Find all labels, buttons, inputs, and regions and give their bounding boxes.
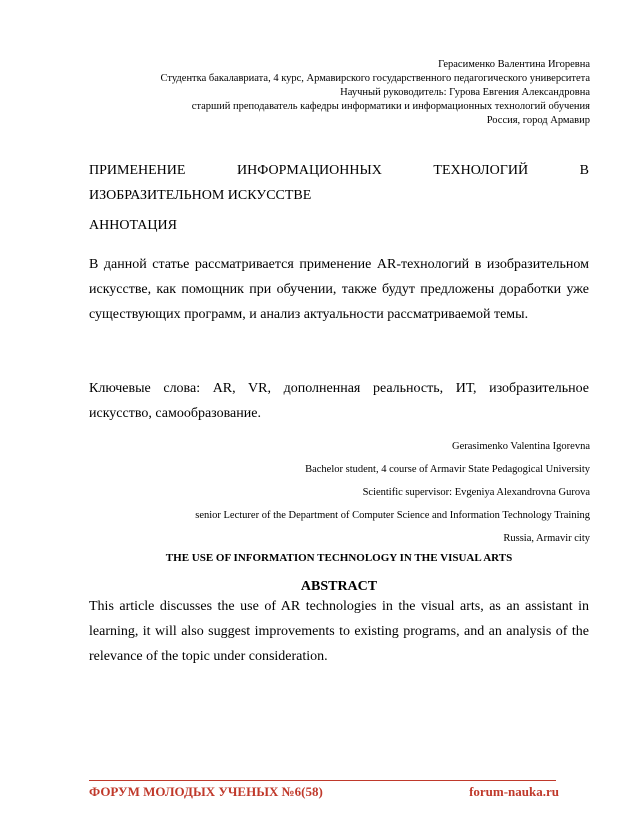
abstract-heading: ABSTRACT	[300, 579, 378, 594]
article-title-ru	[89, 158, 589, 208]
author-name-en: Gerasimenko Valentina Igorevna	[451, 441, 590, 452]
footer-journal: ФОРУМ МОЛОДЫХ УЧЕНЫХ №6(58)	[89, 784, 323, 799]
author-position-en: Bachelor student, 4 course of Armavir State Pedagogical University	[305, 464, 590, 475]
supervisor-ru: Научный руководитель: Гурова Евгения Александровна	[340, 87, 590, 98]
supervisor-en: Scientific supervisor: Evgeniya Alexandrovna Gurova	[362, 487, 590, 498]
annotation-text: В данной статье рассматривается применение AR-технологий в изобразительном искусстве, как помощник при обучении, также будут предложены доработки уже существующих программ, и анализ актуальности рассматриваемой темы.	[89, 257, 589, 322]
annotation-heading: АННОТАЦИЯ	[89, 218, 177, 233]
supervisor-position-ru: старший преподаватель кафедры информатики и информационных технологий обучения	[191, 101, 590, 112]
title-ru-line-2: ИЗОБРАЗИТЕЛЬНОМ ИСКУССТВЕ	[89, 188, 312, 203]
article-title-en: THE USE OF INFORMATION TECHNOLOGY IN THE VISUAL ARTS	[165, 552, 513, 564]
title-ru-word: ПРИМЕНЕНИЕ	[89, 163, 186, 178]
title-ru-word: ИНФОРМАЦИОННЫХ	[237, 163, 382, 178]
title-ru-word: ТЕХНОЛОГИЙ	[433, 163, 529, 178]
supervisor-position-en: senior Lecturer of the Department of Computer Science and Information Technology Training	[195, 510, 590, 521]
keywords: Ключевые слова: AR, VR, дополненная реальность, ИТ, изобразительное искусство, самообразование.	[89, 381, 589, 421]
footer-divider	[89, 780, 556, 781]
location-en: Russia, Armavir city	[503, 533, 590, 544]
author-block-ru	[30, 58, 590, 128]
location-ru: Россия, город Армавир	[486, 115, 590, 126]
author-position-ru: Студентка бакалавриата, 4 курс, Армавирского государственного педагогического университета	[160, 73, 590, 84]
page-footer	[89, 784, 559, 800]
abstract-text: This article discusses the use of AR technologies in the visual arts, as an assistant in learning, it will also suggest improvements to existing programs, and an analysis of the relevance of the topic under consideration.	[89, 599, 589, 664]
author-name-ru: Герасименко Валентина Игоревна	[438, 59, 590, 70]
title-ru-word: В	[579, 163, 589, 178]
footer-site-link[interactable]: forum-nauka.ru	[469, 784, 559, 799]
author-block-en	[70, 435, 590, 550]
title-ru-line-1	[89, 158, 589, 183]
